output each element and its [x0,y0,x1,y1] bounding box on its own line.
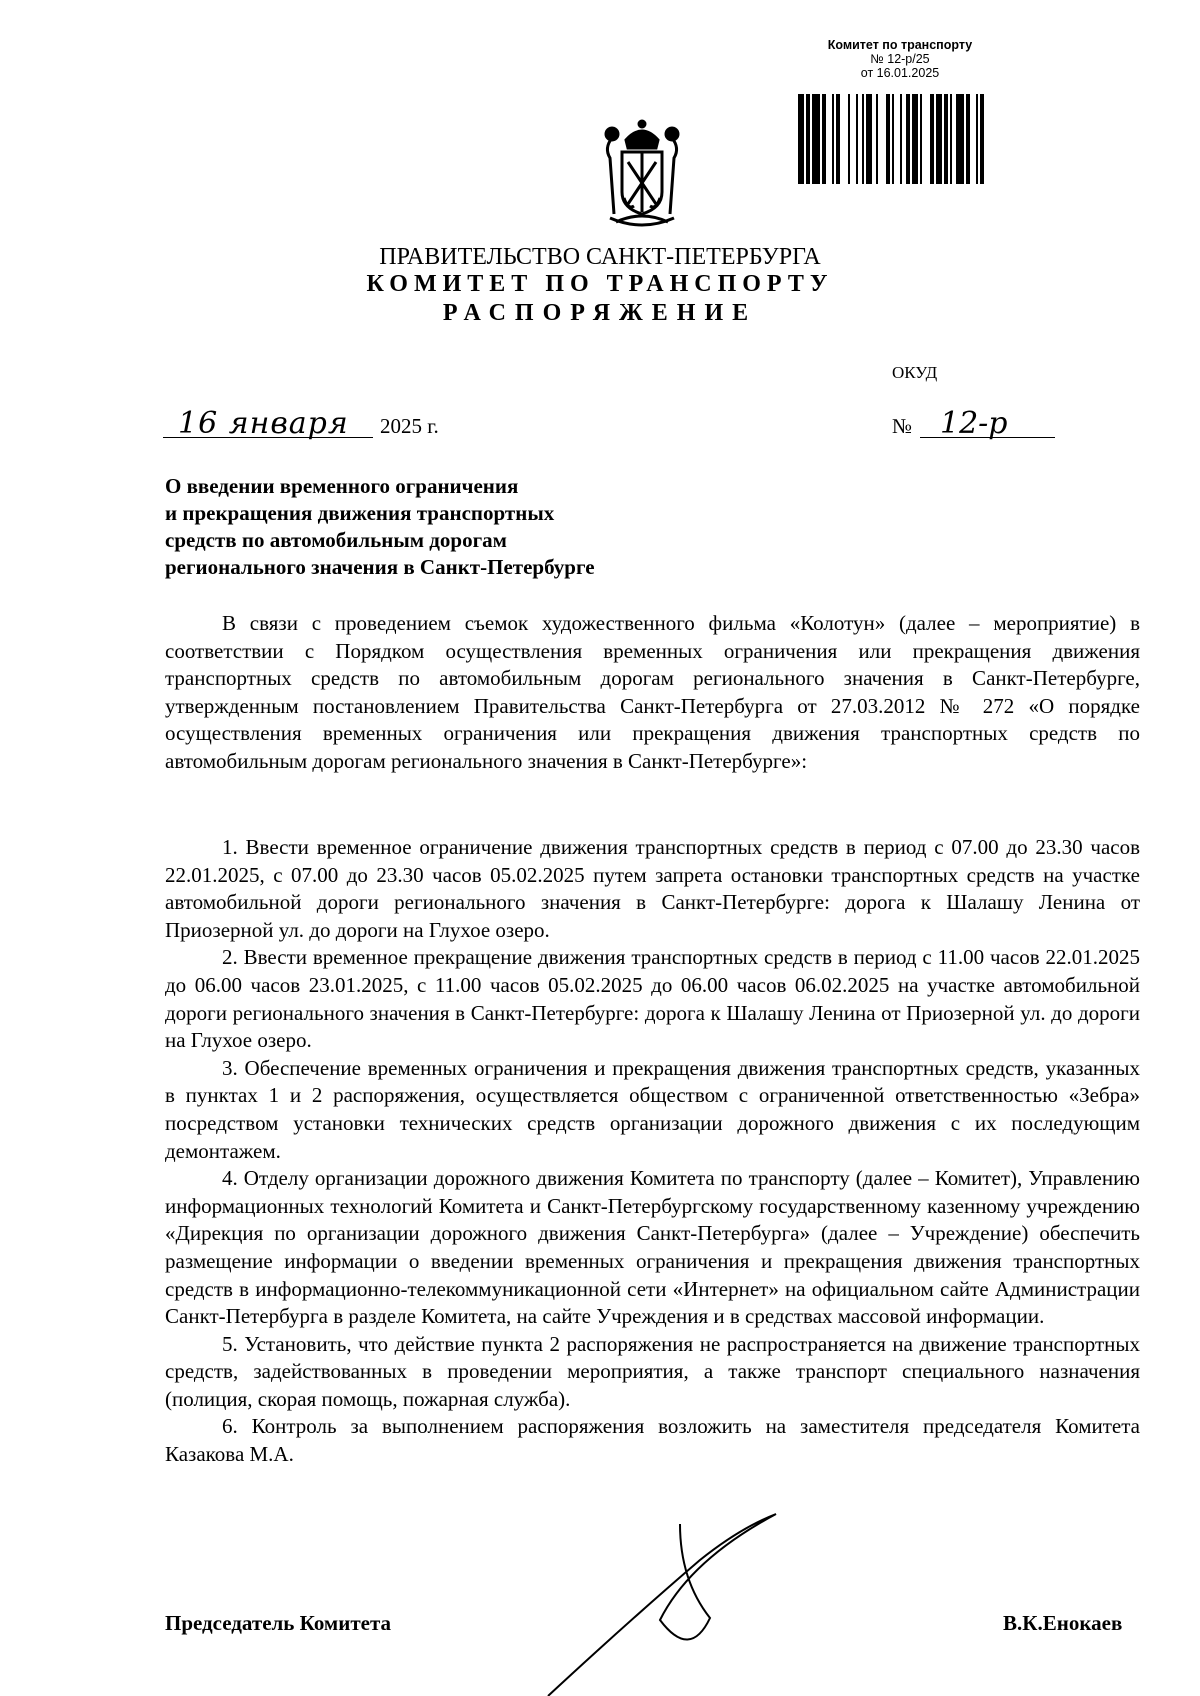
date-year: 2025 г. [380,414,439,438]
barcode-bar [848,94,850,184]
barcode-bar [836,94,840,184]
order-item-1: 1. Ввести временное ограничение движения транспортных средств в период с 07.00 до 23.30 часов 22.01.2025, с 07.00 до 23.30 часов 05.02.2025 путем запрета остановки транспортных средств на участке автомобильной дороги регионального значения в Санкт-Петербурге: дорога к Шалашу Ленина от Приозерной ул. до дороги на Глухое озеро. [165,835,1140,942]
stamp-reg-date: от 16.01.2025 [860,66,940,80]
order-item-2: 2. Ввести временное прекращение движения транспортных средств в период с 11.00 часов 22.01.2025 до 06.00 часов 23.01.2025, с 11.00 часов 05.02.2025 до 06.00 часов 06.02.2025 на участке автомобильной дороги регионального значения в Санкт-Петербурге: дорога к Шалашу Ленина от Приозерной ул. до дороги на Глухое озеро. [165,945,1140,1053]
barcode-bar [936,94,942,184]
barcode [798,94,1004,184]
number-underline [920,437,1055,438]
registration-stamp [790,38,1010,80]
barcode-bar [886,94,890,184]
intro-paragraph: В связи с проведением съемок художественного фильма «Колотун» (далее – мероприятие) в соответствии с Порядком осуществления временных ограничения или прекращения движения транспортных средств по автомобильным дорогам регионального значения в Санкт-Петербурге, утвержденным постановлением Правительства Санкт-Петербурга от 27.03.2012 № 272 «О порядке осуществления временных ограничения или прекращения движения транспортных средств по автомобильным дорогам регионального значения в Санкт-Петербурге»: [165,611,1140,773]
barcode-bar [812,94,820,184]
subject-line: О введении временного ограничения [165,474,519,498]
stamp-org: Комитет по транспорту [827,38,973,52]
stamp-reg-number: № 12-р/25 [870,52,930,66]
subject-line: средств по автомобильным дорогам [165,528,507,552]
signatory-name: В.К.Енокаев [1003,1611,1123,1635]
order-item-6: 6. Контроль за выполнением распоряжения возложить на заместителя председателя Комитета Казакова М.А. [165,1414,1140,1467]
barcode-bar [900,94,902,184]
government-title: ПРАВИТЕЛЬСТВО САНКТ-ПЕТЕРБУРГА [379,244,821,270]
barcode-bar [976,94,978,184]
barcode-bar [798,94,804,184]
barcode-bar [892,94,894,184]
barcode-bar [856,94,858,184]
document-subject [165,473,685,581]
signatory-title: Председатель Комитета [165,1611,392,1635]
handwritten-signature [540,1500,810,1696]
okud-label: ОКУД [892,363,938,382]
barcode-bar [944,94,948,184]
date-underline [163,437,373,438]
document-type: РАСПОРЯЖЕНИЕ [442,300,758,326]
barcode-bar [866,94,872,184]
handwritten-date: 16 января [178,406,349,441]
barcode-bar [966,94,970,184]
subject-line: регионального значения в Санкт-Петербурге [165,555,595,579]
barcode-bar [920,94,922,184]
barcode-bar [956,94,964,184]
barcode-bar [822,94,826,184]
coat-of-arms-icon [590,118,694,232]
number-sign: № [892,414,913,438]
barcode-bar [832,94,834,184]
order-item-4: 4. Отделу организации дорожного движения Комитета по транспорту (далее – Комитет), Управлению информационных технологий Комитета и Санкт-Петербургскому государственному казенному учреждению «Дирекция по организации дорожного движения Санкт-Петербурга» (далее – Учреждение) обеспечить размещение информации о введении временных ограничения и прекращения движения транспортных средств в информационно-телекоммуникационной сети «Интернет» на официальном сайте Администрации Санкт-Петербурга в разделе Комитета, на сайте Учреждения и в средствах массовой информации. [165,1166,1140,1329]
subject-line: и прекращения движения транспортных [165,501,555,525]
order-item-5: 5. Установить, что действие пункта 2 распоряжения не распространяется на движение транспортных средств, задействованных в проведении мероприятия, а также транспорт специального назначения (полиция, скорая помощь, пожарная служба). [165,1331,1140,1411]
barcode-bar [980,94,984,184]
order-item-3: 3. Обеспечение временных ограничения и прекращения движения транспортных средств, указанных в пунктах 1 и 2 распоряжения, осуществляется обществом с ограниченной ответственностью «Зебра» посредством установки технических средств организации дорожного движения с их последующим демонтажем. [165,1055,1140,1163]
barcode-bar [912,94,918,184]
barcode-bar [862,94,864,184]
handwritten-number: 12-р [940,406,1008,441]
barcode-bar [876,94,878,184]
barcode-bar [930,94,934,184]
order-items [165,834,1140,1469]
barcode-bar [906,94,910,184]
barcode-bar [806,94,810,184]
barcode-bar [950,94,952,184]
committee-title: КОМИТЕТ ПО ТРАНСПОРТУ [366,271,834,297]
intro-paragraph-block [165,610,1140,776]
